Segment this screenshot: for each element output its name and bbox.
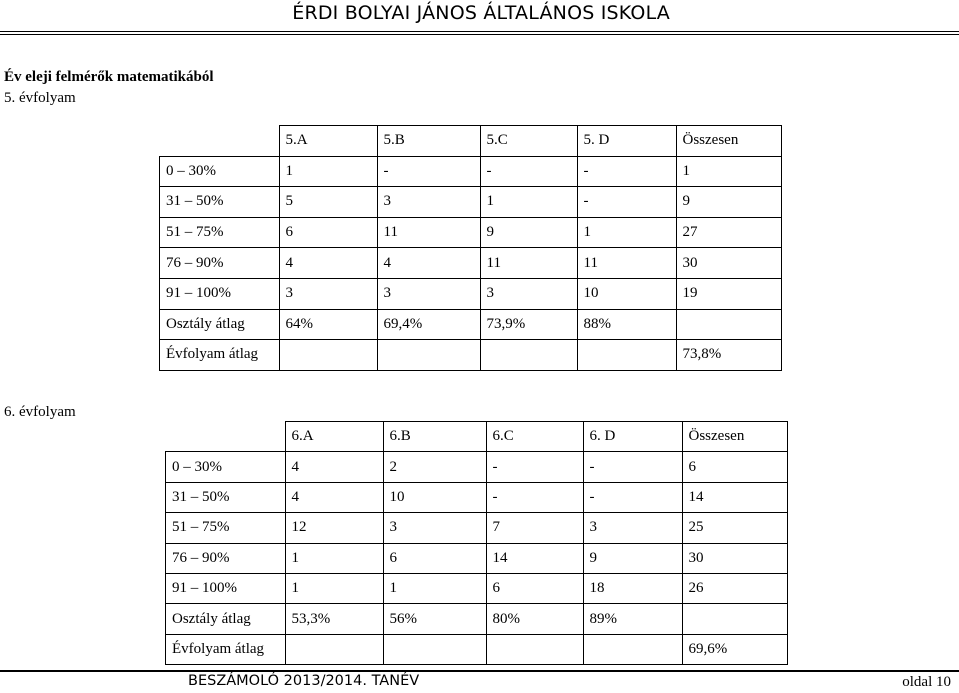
header-cell: 6. D [583, 422, 682, 452]
table-cell: 6 [279, 217, 377, 248]
table-cell: - [377, 156, 480, 187]
table-row [166, 482, 788, 512]
table-cell: 9 [480, 217, 577, 248]
page-number: oldal 10 [902, 674, 951, 690]
school-header: ÉRDI BOLYAI JÁNOS ÁLTALÁNOS ISKOLA [292, 2, 670, 24]
row-label-cell: Osztály átlag [160, 309, 280, 340]
row-label-cell: 76 – 90% [160, 248, 280, 279]
table-cell: 1 [285, 573, 383, 603]
footer-rule [0, 670, 959, 672]
table-cell [676, 309, 781, 340]
header-rule [0, 31, 959, 35]
table-row [166, 573, 788, 603]
table-row [160, 217, 782, 248]
header-cell [160, 126, 280, 157]
table-cell: 73,9% [480, 309, 577, 340]
table-cell: 7 [486, 513, 583, 543]
table-cell: 4 [285, 482, 383, 512]
table-cell: 14 [682, 482, 787, 512]
grade6-results-table [165, 421, 788, 665]
table-cell: 11 [480, 248, 577, 279]
table-cell: 88% [577, 309, 676, 340]
table-header-row [160, 126, 782, 157]
grade-average-row [166, 634, 788, 664]
table-cell: 11 [377, 217, 480, 248]
table-cell: - [486, 482, 583, 512]
table-cell: 1 [676, 156, 781, 187]
table-cell: 6 [383, 543, 486, 573]
header-cell: 6.B [383, 422, 486, 452]
table-cell: 56% [383, 604, 486, 634]
row-label-cell: Évfolyam átlag [166, 634, 286, 664]
grade6-label: 6. évfolyam [4, 404, 76, 420]
table-row [160, 248, 782, 279]
table-cell [486, 634, 583, 664]
row-label-cell: 76 – 90% [166, 543, 286, 573]
table-row [160, 156, 782, 187]
footer-report-title: BESZÁMOLÓ 2013/2014. TANÉV [188, 673, 420, 689]
table-cell: - [583, 482, 682, 512]
table-cell: 19 [676, 278, 781, 309]
table-cell: 4 [377, 248, 480, 279]
table-cell: 80% [486, 604, 583, 634]
table-cell: - [577, 187, 676, 218]
table-cell: 69,4% [377, 309, 480, 340]
table-cell: 11 [577, 248, 676, 279]
table-cell: 14 [486, 543, 583, 573]
row-label-cell: 0 – 30% [166, 452, 286, 482]
class-average-row [160, 309, 782, 340]
table-row [160, 278, 782, 309]
grade5-results-table [159, 125, 782, 371]
row-label-cell: 31 – 50% [160, 187, 280, 218]
class-average-row [166, 604, 788, 634]
table-cell: 6 [486, 573, 583, 603]
table-cell [285, 634, 383, 664]
table-cell: - [583, 452, 682, 482]
header-cell: Összesen [676, 126, 781, 157]
table-cell: 27 [676, 217, 781, 248]
header-cell: 5.C [480, 126, 577, 157]
table-cell: 18 [583, 573, 682, 603]
table-cell: 3 [377, 278, 480, 309]
row-label-cell: 91 – 100% [166, 573, 286, 603]
table-cell: 5 [279, 187, 377, 218]
table-cell: 1 [285, 543, 383, 573]
table-cell: 10 [577, 278, 676, 309]
row-label-cell: 51 – 75% [166, 513, 286, 543]
table-cell: 25 [682, 513, 787, 543]
table-cell: 3 [377, 187, 480, 218]
table-cell [383, 634, 486, 664]
table-cell: 1 [383, 573, 486, 603]
table-cell [480, 340, 577, 371]
grade-average-row [160, 340, 782, 371]
row-label-cell: 51 – 75% [160, 217, 280, 248]
table-cell [577, 340, 676, 371]
row-label-cell: 31 – 50% [166, 482, 286, 512]
table-cell: 30 [676, 248, 781, 279]
table-cell: 89% [583, 604, 682, 634]
table-cell: 1 [279, 156, 377, 187]
table-cell: 73,8% [676, 340, 781, 371]
table-cell [377, 340, 480, 371]
table-cell: 26 [682, 573, 787, 603]
table-cell: 30 [682, 543, 787, 573]
header-cell: 6.C [486, 422, 583, 452]
table-row [166, 513, 788, 543]
table-cell [682, 604, 787, 634]
table-cell: 12 [285, 513, 383, 543]
table-row [166, 452, 788, 482]
table-cell: 6 [682, 452, 787, 482]
row-label-cell: 91 – 100% [160, 278, 280, 309]
table-cell: - [577, 156, 676, 187]
table-cell: 4 [279, 248, 377, 279]
table-cell: 3 [383, 513, 486, 543]
table-row [166, 543, 788, 573]
header-cell: 5.A [279, 126, 377, 157]
table-cell: 69,6% [682, 634, 787, 664]
table-header-row [166, 422, 788, 452]
table-cell: 1 [480, 187, 577, 218]
table-cell: - [486, 452, 583, 482]
document-title: Év eleji felmérők matematikából [4, 69, 214, 85]
table-cell: 9 [583, 543, 682, 573]
table-row [160, 187, 782, 218]
table-cell [583, 634, 682, 664]
table-cell [279, 340, 377, 371]
table-cell: 9 [676, 187, 781, 218]
grade5-label: 5. évfolyam [4, 90, 76, 106]
table-cell: 3 [480, 278, 577, 309]
header-cell: 5.B [377, 126, 480, 157]
table-cell: 3 [583, 513, 682, 543]
table-cell: - [480, 156, 577, 187]
table-cell: 1 [577, 217, 676, 248]
header-cell [166, 422, 286, 452]
header-cell: Összesen [682, 422, 787, 452]
table-cell: 53,3% [285, 604, 383, 634]
row-label-cell: Évfolyam átlag [160, 340, 280, 371]
row-label-cell: 0 – 30% [160, 156, 280, 187]
table-cell: 2 [383, 452, 486, 482]
table-cell: 64% [279, 309, 377, 340]
header-cell: 5. D [577, 126, 676, 157]
table-cell: 10 [383, 482, 486, 512]
table-cell: 3 [279, 278, 377, 309]
header-cell: 6.A [285, 422, 383, 452]
row-label-cell: Osztály átlag [166, 604, 286, 634]
table-cell: 4 [285, 452, 383, 482]
